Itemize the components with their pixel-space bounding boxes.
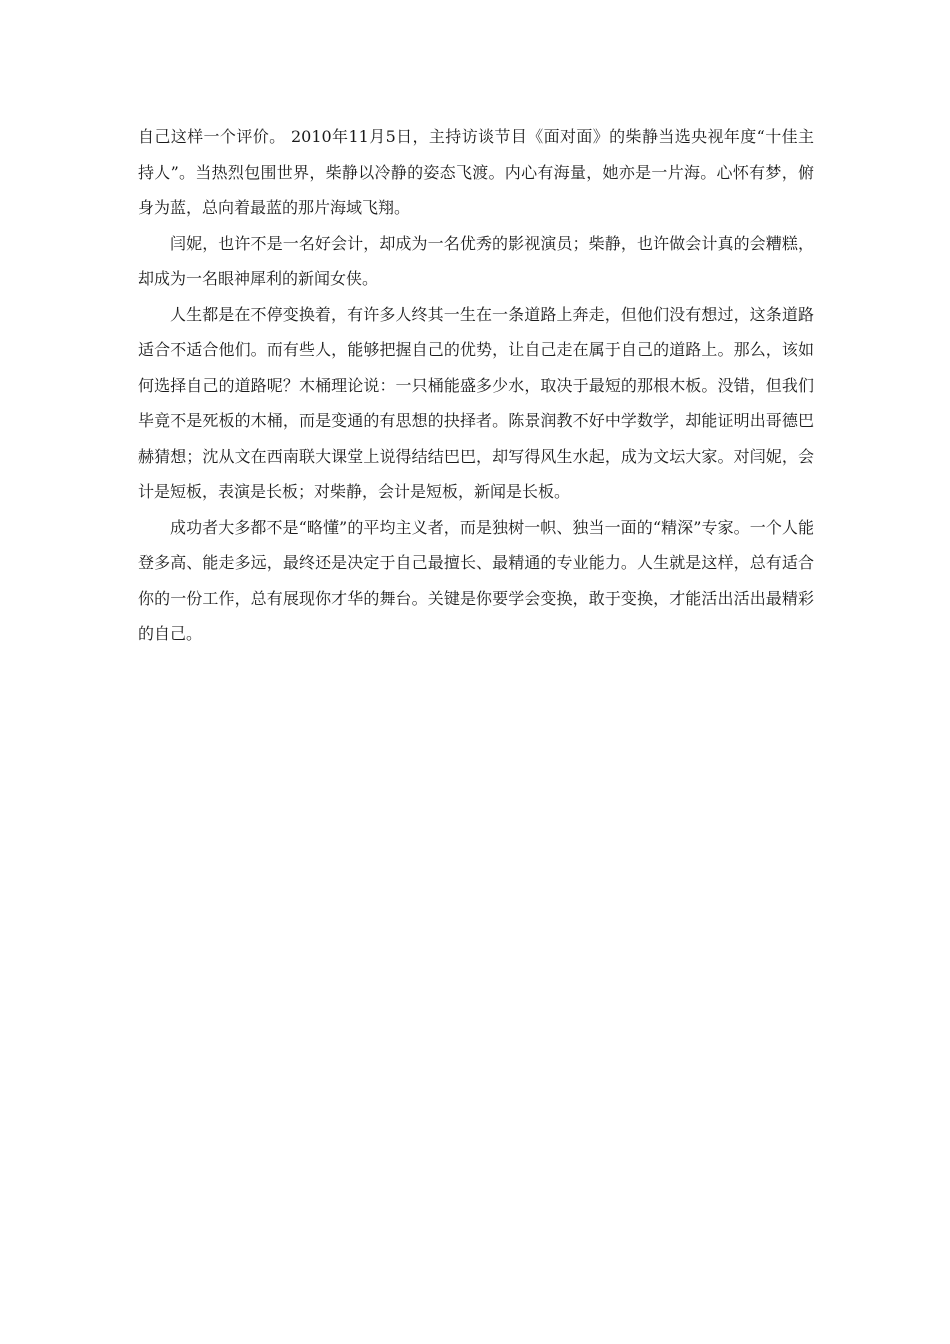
- paragraph-3: 人生都是在不停变换着，有许多人终其一生在一条道路上奔走，但他们没有想过，这条道路适合不适合他们。而有些人，能够把握自己的优势，让自己走在属于自己的道路上。那么，该如何选择自己的道路呢？木桶理论说：一只桶能盛多少水，取决于最短的那根木板。没错，但我们毕竟不是死板的木桶，而是变通的有思想的抉择者。陈景润教不好中学数学，却能证明出哥德巴赫猜想；沈从文在西南联大课堂上说得结结巴巴，却写得风生水起，成为文坛大家。对闫妮，会计是短板，表演是长板；对柴静，会计是短板，新闻是长板。: [138, 304, 814, 501]
- paragraph-2: 闫妮，也许不是一名好会计，却成为一名优秀的影视演员；柴静，也许做会计真的会糟糕，却成为一名眼神犀利的新闻女侠。: [138, 233, 814, 288]
- paragraph-1: 自己这样一个评价。 2010年11月5日，主持访谈节目《面对面》的柴静当选央视年度“十佳主持人”。当热烈包围世界，柴静以冷静的姿态飞渡。内心有海量，她亦是一片海。心怀有梦，俯身为蓝，总向着最蓝的那片海域飞翔。: [138, 127, 814, 217]
- document-body: [138, 119, 814, 652]
- paragraph-4: 成功者大多都不是“略懂”的平均主义者，而是独树一帜、独当一面的“精深”专家。一个人能登多高、能走多远，最终还是决定于自己最擅长、最精通的专业能力。人生就是这样，总有适合你的一份工作，总有展现你才华的舞台。关键是你要学会变换，敢于变换，才能活出活出最精彩的自己。: [138, 517, 814, 643]
